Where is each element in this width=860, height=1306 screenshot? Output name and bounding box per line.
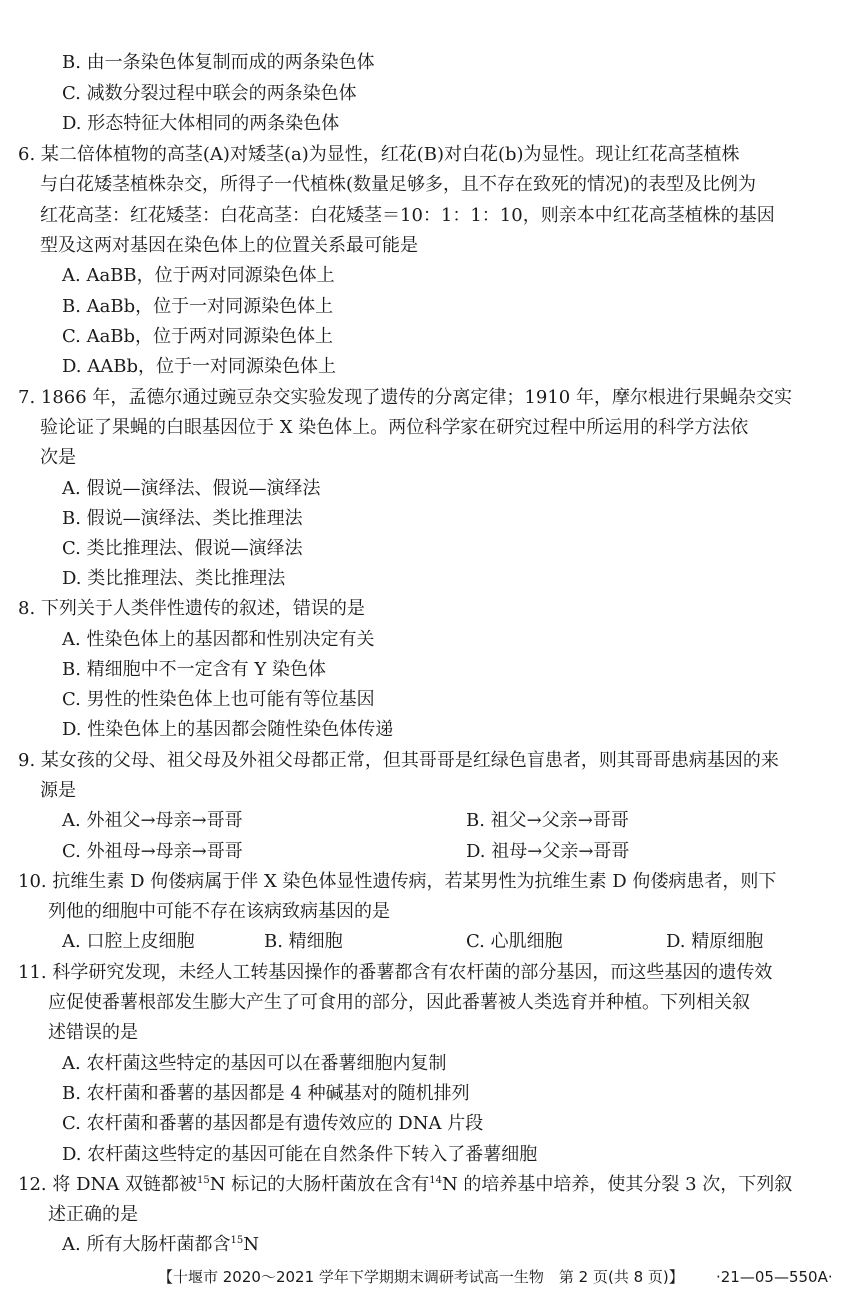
q6-stem-line2: 与白花矮茎植株杂交，所得子一代植株(数量足够多，且不存在致死的情况)的表型及比例为 xyxy=(40,174,757,195)
q8-option-b: B. 精细胞中不一定含有 Y 染色体 xyxy=(62,659,326,680)
q11-option-d: D. 农杆菌这些特定的基因可能在自然条件下转入了番薯细胞 xyxy=(62,1144,538,1165)
q6-stem-line4: 型及这两对基因在染色体上的位置关系最可能是 xyxy=(40,235,418,256)
footer-paper-code: ·21—05—550A· xyxy=(716,1268,833,1286)
q10-option-b: B. 精细胞 xyxy=(264,931,343,952)
q12-option-a xyxy=(62,1232,259,1258)
q8-stem-line1: 8. 下列关于人类伴性遗传的叙述，错误的是 xyxy=(18,598,365,619)
isotope-superscript-15: 15 xyxy=(196,1175,210,1186)
q9-stem-line1: 9. 某女孩的父母、祖父母及外祖父母都正常，但其哥哥是红绿色盲患者，则其哥哥患病基因的来 xyxy=(18,750,779,771)
q7-stem-line2: 验论证了果蝇的白眼基因位于 X 染色体上。两位科学家在研究过程中所运用的科学方法依 xyxy=(40,417,749,438)
q7-stem-line3: 次是 xyxy=(40,447,76,468)
isotope-superscript-15: 15 xyxy=(230,1235,244,1246)
q9-stem-line2: 源是 xyxy=(40,780,76,801)
q11-option-b: B. 农杆菌和番薯的基因都是 4 种碱基对的随机排列 xyxy=(62,1083,470,1104)
q8-option-d: D. 性染色体上的基因都会随性染色体传递 xyxy=(62,719,394,740)
q8-option-c: C. 男性的性染色体上也可能有等位基因 xyxy=(62,689,375,710)
q12-option-a-text: A. 所有大肠杆菌都含 xyxy=(62,1234,231,1255)
q10-stem-line2: 列他的细胞中可能不存在该病致病基因的是 xyxy=(48,901,390,922)
q12-stem-part1: 12. 将 DNA 双链都被 xyxy=(18,1174,197,1195)
q8-option-a: A. 性染色体上的基因都和性别决定有关 xyxy=(62,629,375,650)
q11-stem-line2: 应促使番薯根部发生膨大产生了可食用的部分，因此番薯被人类选育并种植。下列相关叙 xyxy=(48,992,750,1013)
q7-stem-line1: 7. 1866 年，孟德尔通过豌豆杂交实验发现了遗传的分离定律；1910 年，摩尔根进行果蝇杂交实 xyxy=(18,387,792,408)
q12-stem-line1 xyxy=(18,1172,792,1198)
q10-option-a: A. 口腔上皮细胞 xyxy=(62,931,195,952)
q6-stem-line1: 6. 某二倍体植物的高茎(A)对矮茎(a)为显性，红花(B)对白花(b)为显性。现让红花高茎植株 xyxy=(18,144,740,165)
q7-option-a: A. 假说—演绎法、假说—演绎法 xyxy=(62,478,321,499)
q7-option-c: C. 类比推理法、假说—演绎法 xyxy=(62,538,303,559)
q6-option-d: D. AABb，位于一对同源染色体上 xyxy=(62,356,336,377)
q6-option-a: A. AaBB，位于两对同源染色体上 xyxy=(62,265,335,286)
q11-option-c: C. 农杆菌和番薯的基因都是有遗传效应的 DNA 片段 xyxy=(62,1113,484,1134)
q10-option-c: C. 心肌细胞 xyxy=(466,931,563,952)
q12-stem-part3: N 的培养基中培养，使其分裂 3 次，下列叙 xyxy=(441,1174,793,1195)
q7-option-b: B. 假说—演绎法、类比推理法 xyxy=(62,508,303,529)
q5-option-c: C. 减数分裂过程中联会的两条染色体 xyxy=(62,83,357,104)
q11-option-a: A. 农杆菌这些特定的基因可以在番薯细胞内复制 xyxy=(62,1053,447,1074)
q9-option-b: B. 祖父→父亲→哥哥 xyxy=(466,810,629,831)
q9-option-c: C. 外祖母→母亲→哥哥 xyxy=(62,841,243,862)
q12-stem-line2: 述正确的是 xyxy=(48,1204,138,1225)
q10-stem-line1: 10. 抗维生素 D 佝偻病属于伴 X 染色体显性遗传病，若某男性为抗维生素 D 佝偻病患者，则下 xyxy=(18,871,777,892)
q10-option-d: D. 精原细胞 xyxy=(666,931,764,952)
q11-stem-line1: 11. 科学研究发现，未经人工转基因操作的番薯都含有农杆菌的部分基因，而这些基因的遗传效 xyxy=(18,962,773,983)
q11-stem-line3: 述错误的是 xyxy=(48,1022,138,1043)
q12-option-a-tail: N xyxy=(243,1234,259,1255)
q9-option-a: A. 外祖父→母亲→哥哥 xyxy=(62,810,243,831)
footer-exam-info: 【十堰市 2020～2021 学年下学期期末调研考试高一生物 第 2 页(共 8 页)】 xyxy=(158,1268,684,1286)
q9-option-d: D. 祖母→父亲→哥哥 xyxy=(466,841,630,862)
q6-option-b: B. AaBb，位于一对同源染色体上 xyxy=(62,296,334,317)
q5-option-d: D. 形态特征大体相同的两条染色体 xyxy=(62,113,340,134)
q6-stem-line3: 红花高茎：红花矮茎：白花高茎：白花矮茎＝10：1：1：10，则亲本中红花高茎植株的基因 xyxy=(40,205,775,226)
q12-stem-part2: N 标记的大肠杆菌放在含有 xyxy=(209,1174,430,1195)
isotope-superscript-14: 14 xyxy=(429,1175,442,1186)
q7-option-d: D. 类比推理法、类比推理法 xyxy=(62,568,286,589)
q6-option-c: C. AaBb，位于两对同源染色体上 xyxy=(62,326,334,347)
q5-option-b: B. 由一条染色体复制而成的两条染色体 xyxy=(62,52,375,73)
